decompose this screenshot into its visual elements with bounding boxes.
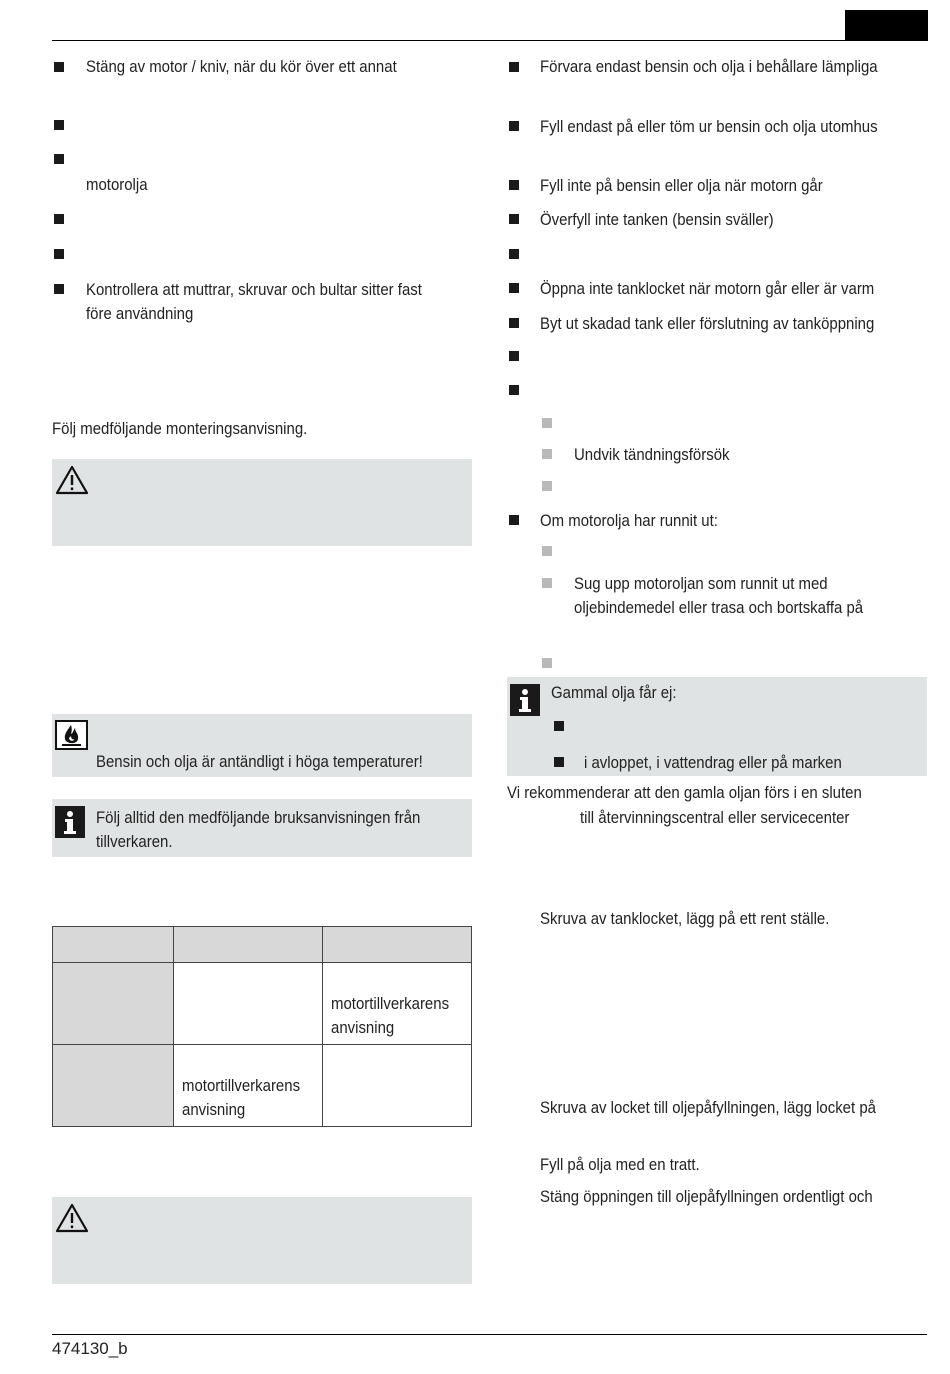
old-oil-info-panel <box>507 677 927 776</box>
info-panel <box>52 799 472 857</box>
list-item: Förvara endast bensin och olja i behållare lämpliga <box>540 57 878 76</box>
list-item: Fyll inte på bensin eller olja när motorn går <box>540 176 823 195</box>
bullet-marker <box>554 721 564 731</box>
list-item: Om motorolja har runnit ut: <box>540 511 718 530</box>
bullet-marker <box>509 180 519 190</box>
sub-bullet-marker <box>542 449 552 459</box>
header-tab-block <box>845 10 928 41</box>
bullet-marker <box>509 318 519 328</box>
bullet-marker <box>509 121 519 131</box>
bullet-marker <box>509 283 519 293</box>
table-cell <box>53 927 174 963</box>
table-cell <box>174 963 323 1045</box>
table-cell <box>53 963 174 1045</box>
sub-bullet-marker <box>542 578 552 588</box>
table-row <box>53 1045 472 1127</box>
bullet-marker <box>509 214 519 224</box>
bullet-marker <box>54 120 64 130</box>
bullet-marker <box>54 214 64 224</box>
bullet-marker <box>509 249 519 259</box>
table-cell <box>323 1045 472 1127</box>
fire-warning-text: Bensin och olja är antändligt i höga temperaturer! <box>96 752 423 771</box>
warning-triangle-icon <box>55 1203 89 1233</box>
fire-warning-panel <box>52 714 472 777</box>
list-item: Stäng av motor / kniv, när du kör över ett annat <box>86 57 397 76</box>
info-list-item: i avloppet, i vattendrag eller på marken <box>584 753 842 772</box>
bullet-marker <box>54 62 64 72</box>
list-item: motorolja <box>86 175 148 194</box>
warning-panel <box>52 1197 472 1284</box>
bullet-marker <box>509 351 519 361</box>
list-item: Kontrollera att muttrar, skruvar och bultar sitter fast <box>86 280 422 299</box>
sub-bullet-marker <box>542 546 552 556</box>
step-text: Stäng öppningen till oljepåfyllningen ordentligt och <box>540 1187 873 1206</box>
step-text: Fyll på olja med en tratt. <box>540 1155 700 1174</box>
bullet-marker <box>509 62 519 72</box>
footer-rule <box>52 1334 927 1335</box>
info-icon <box>55 806 85 838</box>
list-item: före användning <box>86 304 194 323</box>
mounting-instruction: Följ medföljande monteringsanvisning. <box>52 419 308 438</box>
warning-triangle-icon <box>55 465 89 495</box>
sub-list-item: oljebindemedel eller trasa och bortskaffa på <box>574 598 864 617</box>
recommendation-line: Vi rekommenderar att den gamla oljan förs i en sluten <box>507 783 862 802</box>
bullet-marker <box>509 515 519 525</box>
warning-panel <box>52 459 472 546</box>
step-text: Skruva av tanklocket, lägg på ett rent ställe. <box>540 909 830 928</box>
table-cell <box>53 1045 174 1127</box>
step-text: Skruva av locket till oljepåfyllningen, lägg locket på <box>540 1098 876 1117</box>
header-rule <box>52 40 927 41</box>
table-cell <box>323 927 472 963</box>
info-text-line: tillverkaren. <box>96 832 173 851</box>
table-header-row <box>53 927 472 963</box>
document-code: 474130_b <box>52 1339 128 1358</box>
list-item: Överfyll inte tanken (bensin sväller) <box>540 210 774 229</box>
table-row <box>53 963 472 1045</box>
sub-list-item: Sug upp motoroljan som runnit ut med <box>574 574 828 593</box>
bullet-marker <box>54 249 64 259</box>
info-text-line: Följ alltid den medföljande bruksanvisningen från <box>96 808 421 827</box>
table-cell: motortillverkarens anvisning <box>323 963 472 1045</box>
bullet-marker <box>509 385 519 395</box>
specification-table <box>52 926 472 1127</box>
recommendation-line: till återvinningscentral eller servicecenter <box>580 808 850 827</box>
info-icon <box>510 684 540 716</box>
bullet-marker <box>554 757 564 767</box>
sub-bullet-marker <box>542 418 552 428</box>
list-item: Fyll endast på eller töm ur bensin och olja utomhus <box>540 117 878 136</box>
table-cell: motortillverkarens anvisning <box>174 1045 323 1127</box>
bullet-marker <box>54 154 64 164</box>
sub-bullet-marker <box>542 481 552 491</box>
table-cell <box>174 927 323 963</box>
bullet-marker <box>54 284 64 294</box>
info-heading: Gammal olja får ej: <box>551 683 677 702</box>
flame-icon <box>55 720 88 750</box>
list-item: Öppna inte tanklocket när motorn går eller är varm <box>540 279 875 298</box>
list-item: Byt ut skadad tank eller förslutning av tanköppning <box>540 314 875 333</box>
sub-list-item: Undvik tändningsförsök <box>574 445 730 464</box>
sub-bullet-marker <box>542 658 552 668</box>
